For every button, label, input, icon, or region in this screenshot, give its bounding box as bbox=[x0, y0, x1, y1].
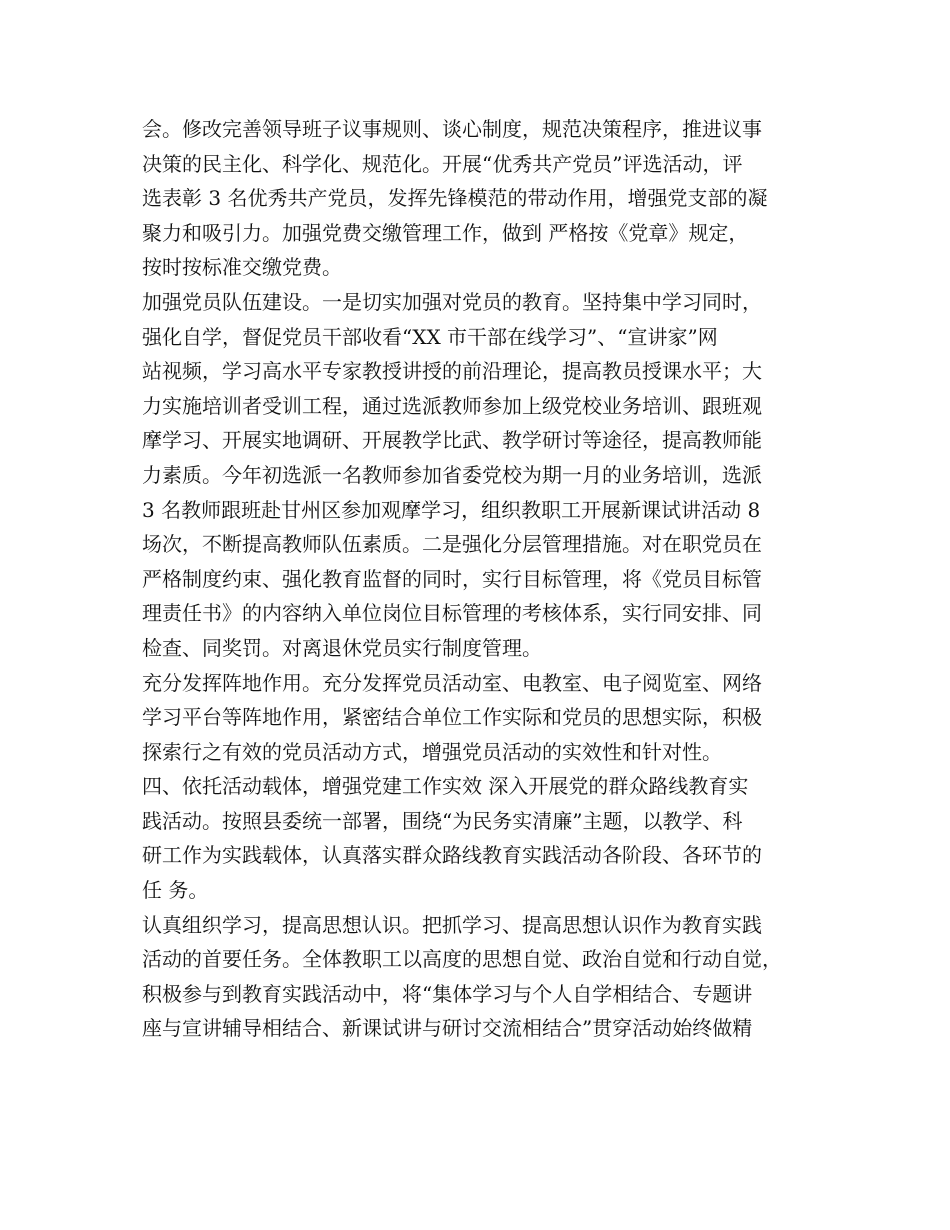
text-line: 3 名教师跟班赴甘州区参加观摩学习，组织教职工开展新课试讲活动 8 bbox=[142, 497, 761, 522]
text-line: 探索行之有效的党员活动方式，增强党员活动的实效性和针对性。 bbox=[142, 739, 722, 764]
text-line: 认真组织学习，提高思想认识。把抓学习、提高思想认识作为教育实践 bbox=[142, 912, 762, 937]
text-line: 摩学习、开展实地调研、开展教学比武、教学研讨等途径，提高教师能 bbox=[142, 428, 762, 453]
text-line: 会。修改完善领导班子议事规则、谈心制度，规范决策程序，推进议事 bbox=[142, 117, 762, 141]
text-line: 研工作为实践载体，认真落实群众路线教育实践活动各阶段、各环节的 bbox=[142, 843, 762, 868]
text-line: 学习平台等阵地作用，紧密结合单位工作实际和党员的思想实际，积极 bbox=[142, 705, 762, 730]
document-body bbox=[142, 112, 832, 1046]
text-line: 选表彰 3 名优秀共产党员，发挥先锋模范的带动作用，增强党支部的凝 bbox=[142, 186, 768, 211]
text-line: 场次，不断提高教师队伍素质。二是强化分层管理措施。对在职党员在 bbox=[142, 532, 762, 557]
text-line: 按时按标准交缴党费。 bbox=[142, 255, 342, 280]
text-line: 强化自学，督促党员干部收看“XX 市干部在线学习”、“宣讲家”网 bbox=[142, 324, 718, 349]
text-line: 站视频，学习高水平专家教授讲授的前沿理论，提高教员授课水平；大 bbox=[142, 359, 762, 384]
text-line: 检查、同奖罚。对离退休党员实行制度管理。 bbox=[142, 635, 542, 660]
text-line: 聚力和吸引力。加强党费交缴管理工作，做到 严格按《党章》规定， bbox=[142, 220, 749, 245]
text-line: 充分发挥阵地作用。充分发挥党员活动室、电教室、电子阅览室、网络 bbox=[142, 670, 762, 695]
text-line: 座与宣讲辅导相结合、新课试讲与研讨交流相结合”贯穿活动始终做精 bbox=[142, 1016, 753, 1041]
text-line: 四、依托活动载体，增强党建工作实效 深入开展党的群众路线教育实 bbox=[142, 774, 749, 799]
text-line: 践活动。按照县委统一部署，围绕“为民务实清廉”主题，以教学、科 bbox=[142, 808, 743, 833]
text-line: 力实施培训者受训工程，通过选派教师参加上级党校业务培训、跟班观 bbox=[142, 393, 762, 418]
text-line: 活动的首要任务。全体教职工以高度的思想自觉、政治自觉和行动自觉， bbox=[142, 947, 782, 972]
text-line: 任 务。 bbox=[142, 878, 209, 903]
text-line: 加强党员队伍建设。一是切实加强对党员的教育。坚持集中学习同时， bbox=[142, 289, 762, 314]
text-line: 决策的民主化、科学化、规范化。开展“优秀共产党员”评选活动，评 bbox=[142, 151, 743, 176]
text-line: 积极参与到教育实践活动中，将“集体学习与个人自学相结合、专题讲 bbox=[142, 981, 753, 1006]
text-line: 力素质。今年初选派一名教师参加省委党校为期一月的业务培训，选派 bbox=[142, 462, 762, 487]
text-line: 严格制度约束、强化教育监督的同时，实行目标管理，将《党员目标管 bbox=[142, 566, 762, 591]
text-line: 理责任书》的内容纳入单位岗位目标管理的考核体系，实行同安排、同 bbox=[142, 601, 762, 626]
